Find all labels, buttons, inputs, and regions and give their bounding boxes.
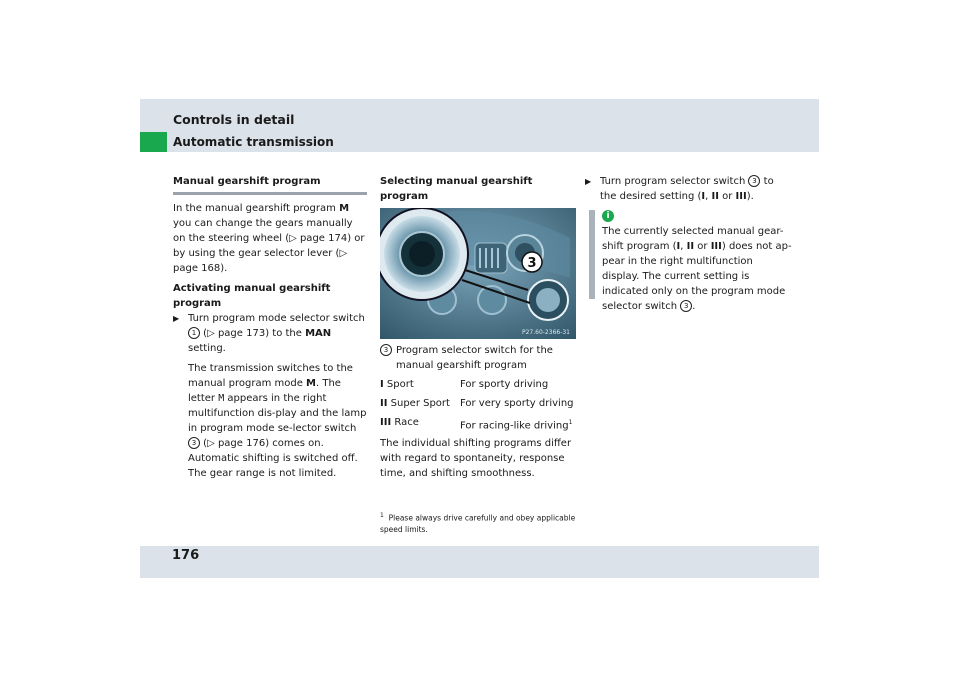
info-sidebar <box>589 210 595 299</box>
result-paragraph: The transmission switches to the manual program mode M. The letter M appears in the right multifunction dis-play and the lamp in program mode se-lector switch 3 (▷ page 176) comes on. Automatic shifting is switched off. The gear range is not limited. <box>188 363 367 479</box>
page-number: 176 <box>172 548 200 563</box>
bullet-triangle-icon: ▶ <box>585 177 592 186</box>
instruction-step: ▶ Turn program selector switch 3 to the desired setting (I, II or III). <box>585 176 774 202</box>
left-column <box>173 174 367 486</box>
info-icon: i <box>602 210 614 222</box>
program-row: I Sport For sporty driving <box>380 379 549 390</box>
footer-band <box>140 546 819 578</box>
manual-program-heading: Manual gearshift program <box>173 176 321 187</box>
program-row: III Race For racing-like driving$^1$ <box>380 417 573 432</box>
instruction-step: ▶ Turn program mode selector switch 1 (▷ page 173) to the MAN setting. <box>173 313 365 354</box>
callout-number: 3 <box>188 437 200 449</box>
callout-number: 1 <box>188 327 200 339</box>
photo-caption: 3 Program selector switch for the manual gearshift program <box>380 343 576 373</box>
bullet-triangle-icon: ▶ <box>173 314 180 323</box>
closing-paragraph: The individual shifting programs differ with regard to spontaneity, response time, and shifting smoothness. <box>380 438 572 480</box>
photo-callout: 3 <box>527 256 537 271</box>
callout-number: 3 <box>680 300 692 312</box>
selector-switch-photo <box>380 208 576 339</box>
activating-subheading: Activating manual gearshift program <box>173 283 331 309</box>
photo-label: P27.60-2366-31 <box>521 329 570 336</box>
info-note: i The currently selected manual gear-shift program (I, II or III) does not ap-pear in the right multifunction display. The current setting is indicated only on the program mode selector switch 3 . <box>602 211 792 312</box>
intro-paragraph: In the manual gearshift program M you can change the gears manually on the steering wheel (▷ page 174) or by using the gear selector lever (▷ page 168). <box>173 203 365 274</box>
right-column <box>585 174 785 209</box>
program-list <box>380 377 576 433</box>
chapter-title: Controls in detail <box>173 112 295 127</box>
callout-number: 3 <box>380 344 392 356</box>
section-marker <box>140 132 167 152</box>
dashboard-illustration <box>380 208 576 339</box>
footnote: $^1$ Please always drive carefully and obey applicable speed limits. <box>380 512 576 534</box>
callout-number: 3 <box>748 175 760 187</box>
middle-column <box>380 174 576 486</box>
section-title: Automatic transmission <box>173 135 334 149</box>
program-row: II Super Sport For very sporty driving <box>380 398 574 409</box>
selecting-heading: Selecting manual gearshift program <box>380 176 533 202</box>
heading-rule <box>173 192 367 195</box>
